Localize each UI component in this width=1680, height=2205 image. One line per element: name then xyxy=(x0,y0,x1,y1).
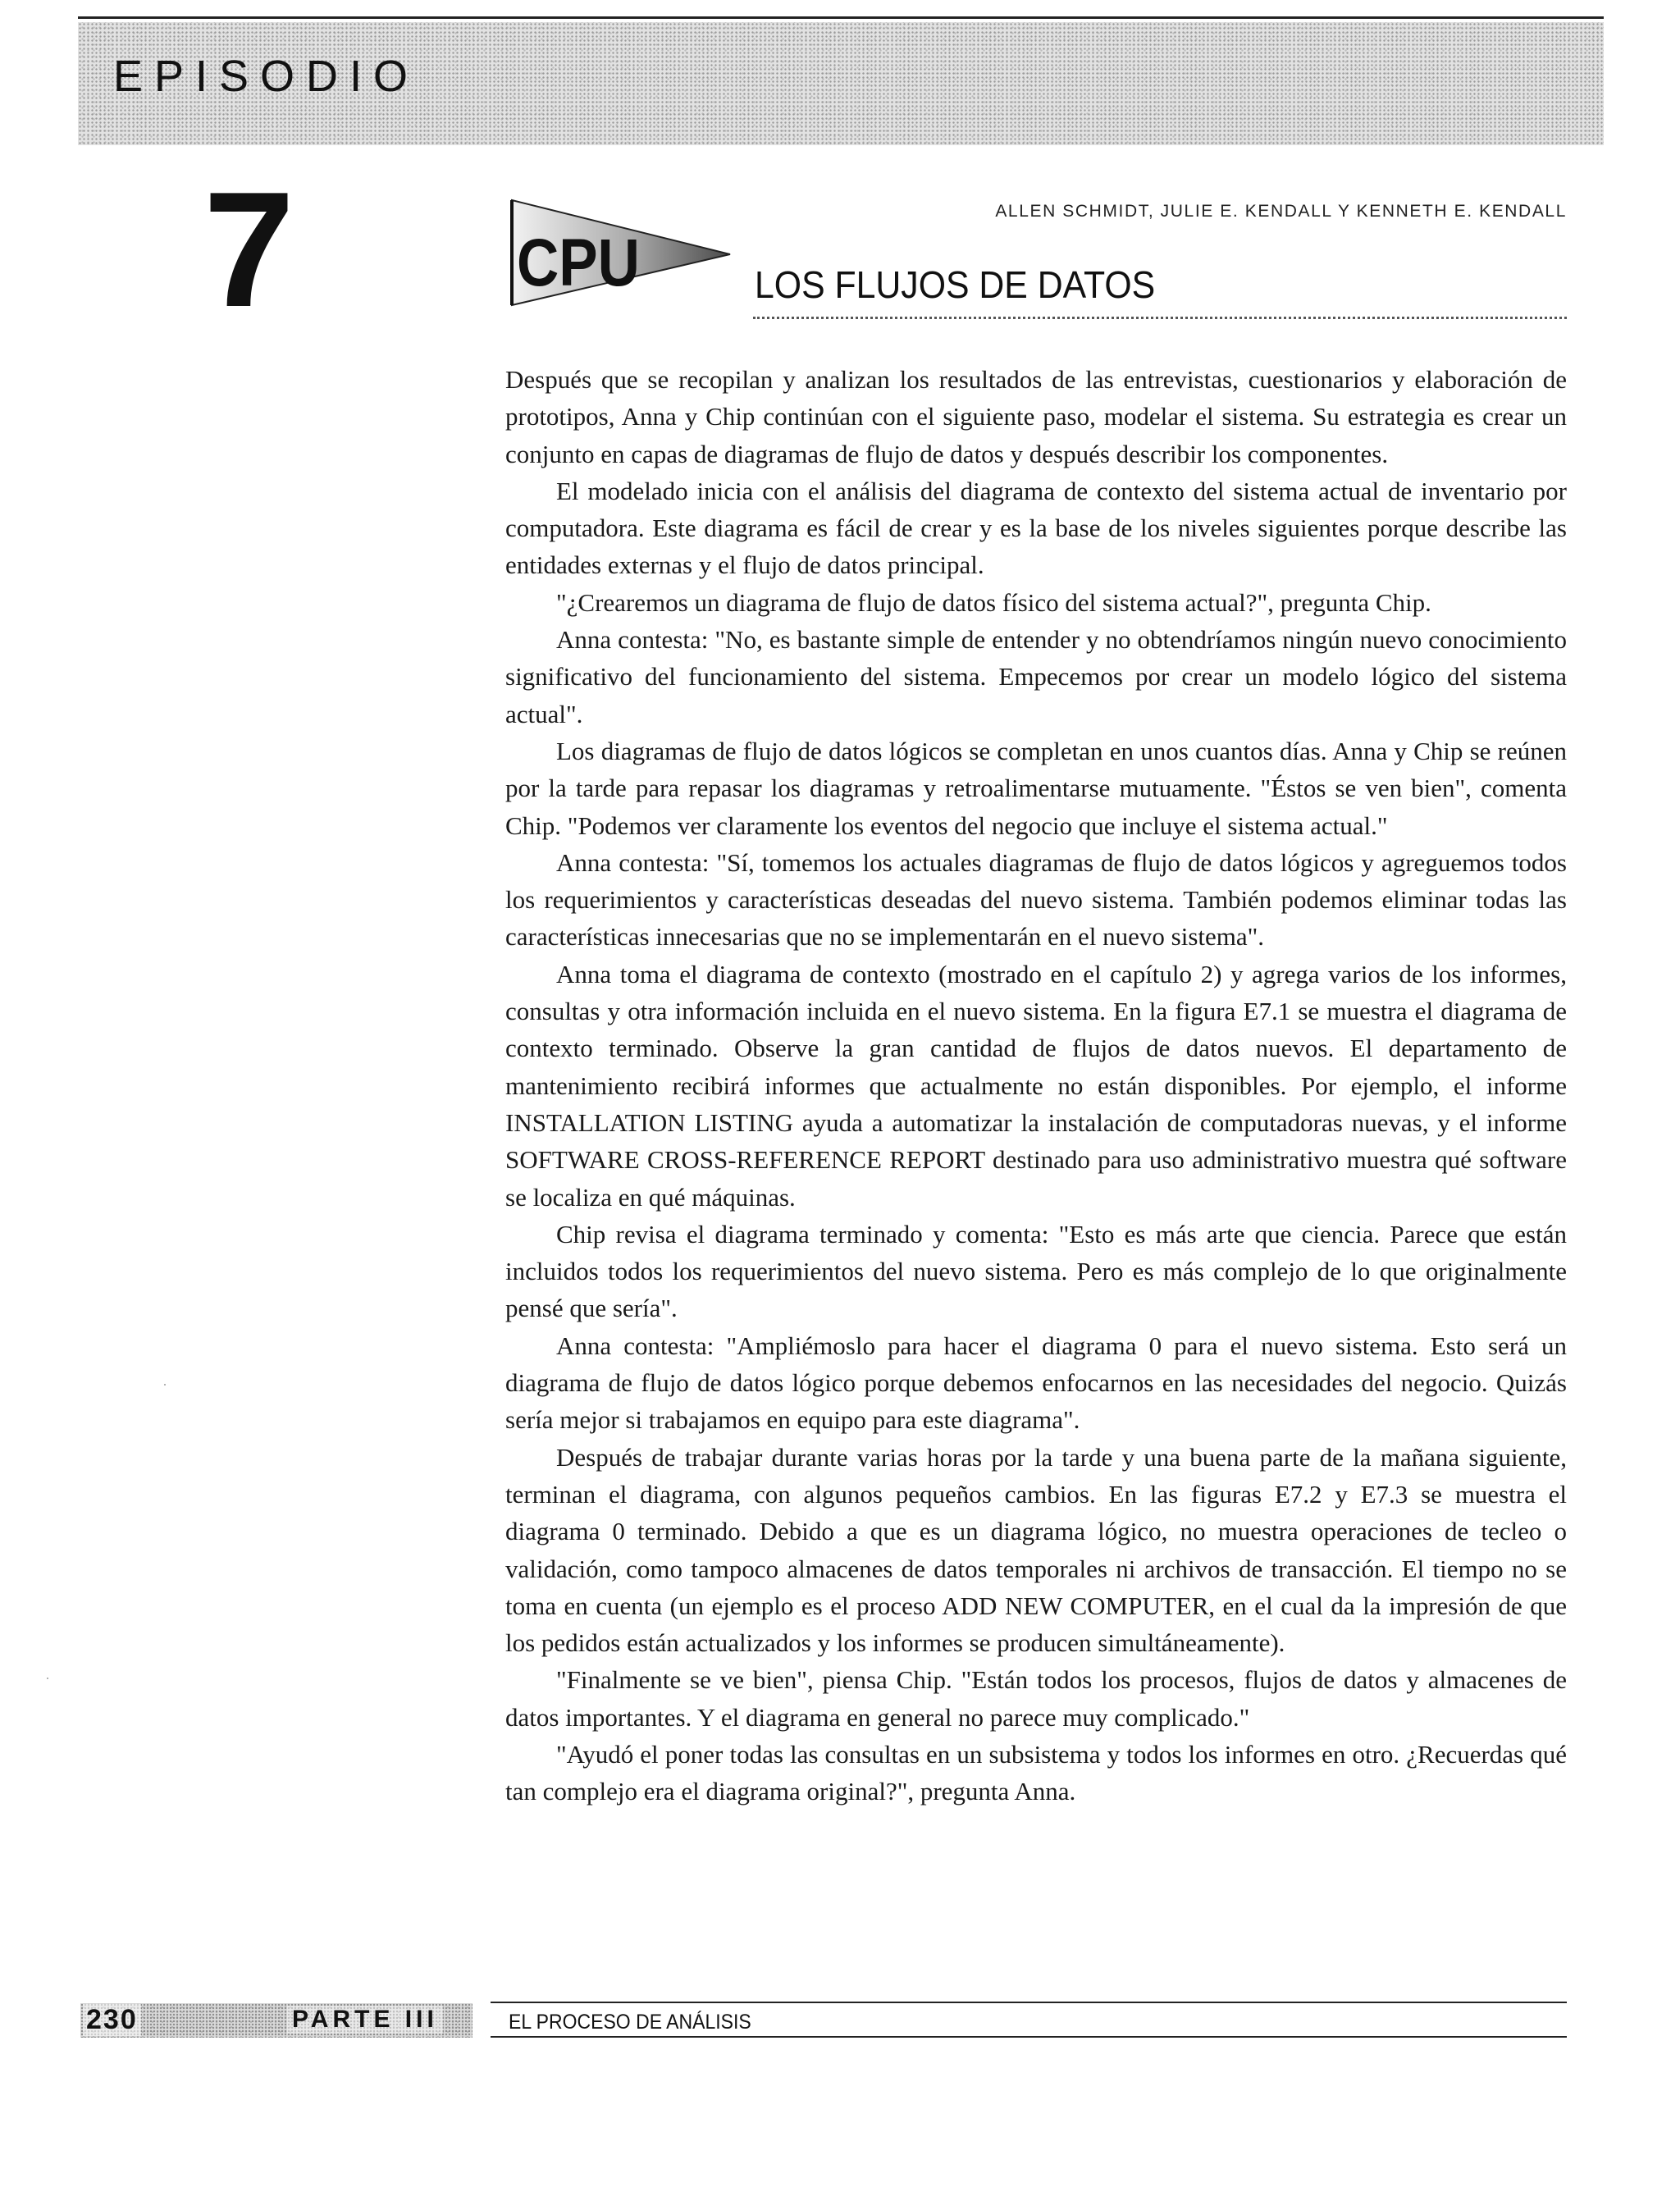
episode-label: EPISODIO xyxy=(113,52,420,101)
body-paragraph: "Ayudó el poner todas las consultas en un subsistema y todos los informes en otro. ¿Recuerdas qué tan complejo era el diagrama original?", pregunta Anna. xyxy=(505,1739,1567,1806)
body-paragraph: Anna contesta: "No, es bastante simple de entender y no obtendríamos ningún nuevo conocimiento significativo del funcionamiento del sistema. Empecemos por crear un modelo lógico del sistema actual". xyxy=(505,625,1567,728)
episode-number: 7 xyxy=(203,158,295,341)
body-paragraph: Anna contesta: "Sí, tomemos los actuales diagramas de flujo de datos lógicos y agreguemos todos los requerimientos y características deseadas del nuevo sistema. También podemos eliminar todas las características innecesarias que no se implementarán en el nuevo sistema". xyxy=(505,847,1567,952)
article-title: LOS FLUJOS DE DATOS xyxy=(755,263,1156,306)
title-dotted-rule xyxy=(753,317,1567,319)
body-paragraph: Anna toma el diagrama de contexto (mostrado en el capítulo 2) y agrega varios de los informes, consultas y otra información incluida en el nuevo sistema. En la figura E7.1 se muestra el diagrama de contexto terminado. Observe la gran cantidad de flujos de datos nuevos. El departamento de mantenimiento recibirá informes que actualmente no están disponibles. Por ejemplo, el informe INSTALLATION LISTING ayuda a automatizar la instalación de computadoras nuevas, y el informe SOFTWARE CROSS-REFERENCE REPORT destinado para uso administrativo muestra qué software se localiza en qué máquinas. xyxy=(505,959,1567,1212)
body-paragraph: El modelado inicia con el análisis del diagrama de contexto del sistema actual de inventario por computadora. Este diagrama es fácil de crear y es la base de los niveles siguientes porque describe las entidades externas y el flujo de datos principal. xyxy=(505,476,1567,580)
cpu-logo-text: CPU xyxy=(517,226,640,300)
body-paragraph: "Finalmente se ve bien", piensa Chip. "Están todos los procesos, flujos de datos y almacenes de datos importantes. Y el diagrama en general no parece muy complicado." xyxy=(505,1665,1567,1732)
body-paragraph: Después de trabajar durante varias horas por la tarde y una buena parte de la mañana siguiente, terminan el diagrama, con algunos pequeños cambios. En las figuras E7.2 y E7.3 se muestra el diagrama 0 terminado. Debido a que es un diagrama lógico, no muestra operaciones de tecleo o validación, como tampoco almacenes de datos temporales ni archivos de transacción. El tiempo no se toma en cuenta (un ejemplo es el proceso ADD NEW COMPUTER, en el cual da la impresión de que los pedidos están actualizados y los informes se producen simultáneamente). xyxy=(505,1442,1567,1658)
footer-bottom-rule xyxy=(491,2036,1567,2038)
body-paragraph: "¿Crearemos un diagrama de flujo de datos físico del sistema actual?", pregunta Chip. xyxy=(556,587,1431,617)
article-authors: ALLEN SCHMIDT, JULIE E. KENDALL Y KENNETH E. KENDALL xyxy=(995,202,1567,221)
body-paragraph: Los diagramas de flujo de datos lógicos se completan en unos cuantos días. Anna y Chip se reúnen por la tarde para repasar los diagramas y retroalimentarse mutuamente. "Éstos se ven bien", comenta Chip. "Podemos ver claramente los eventos del negocio que incluye el sistema actual." xyxy=(505,736,1567,840)
body-paragraph: Después que se recopilan y analizan los resultados de las entrevistas, cuestionarios y elaboración de prototipos, Anna y Chip continúan con el siguiente paso, modelar el sistema. Su estrategia es crear un conjunto en capas de diagramas de flujo de datos y después describir los componentes. xyxy=(505,365,1567,468)
header-top-rule xyxy=(78,16,1604,19)
footer-section-title: EL PROCESO DE ANÁLISIS xyxy=(509,2011,751,2034)
part-label: PARTE III xyxy=(287,2006,443,2034)
scan-speck xyxy=(47,1678,48,1679)
page-number: 230 xyxy=(83,2004,141,2036)
body-paragraph: Anna contesta: "Ampliémoslo para hacer el diagrama 0 para el nuevo sistema. Esto será un diagrama de flujo de datos lógico porque debemos enfocarnos en las necesidades del negocio. Quizás sería mejor si trabajamos en equipo para este diagrama". xyxy=(505,1331,1567,1435)
footer-top-rule xyxy=(491,2002,1567,2003)
scan-speck xyxy=(164,1384,166,1386)
article-body xyxy=(505,361,1567,1810)
body-paragraph: Chip revisa el diagrama terminado y comenta: "Esto es más arte que ciencia. Parece que están incluidos todos los requerimientos del nuevo sistema. Pero es más complejo de lo que originalmente pensé que sería". xyxy=(505,1219,1567,1323)
cpu-logo xyxy=(509,195,734,310)
